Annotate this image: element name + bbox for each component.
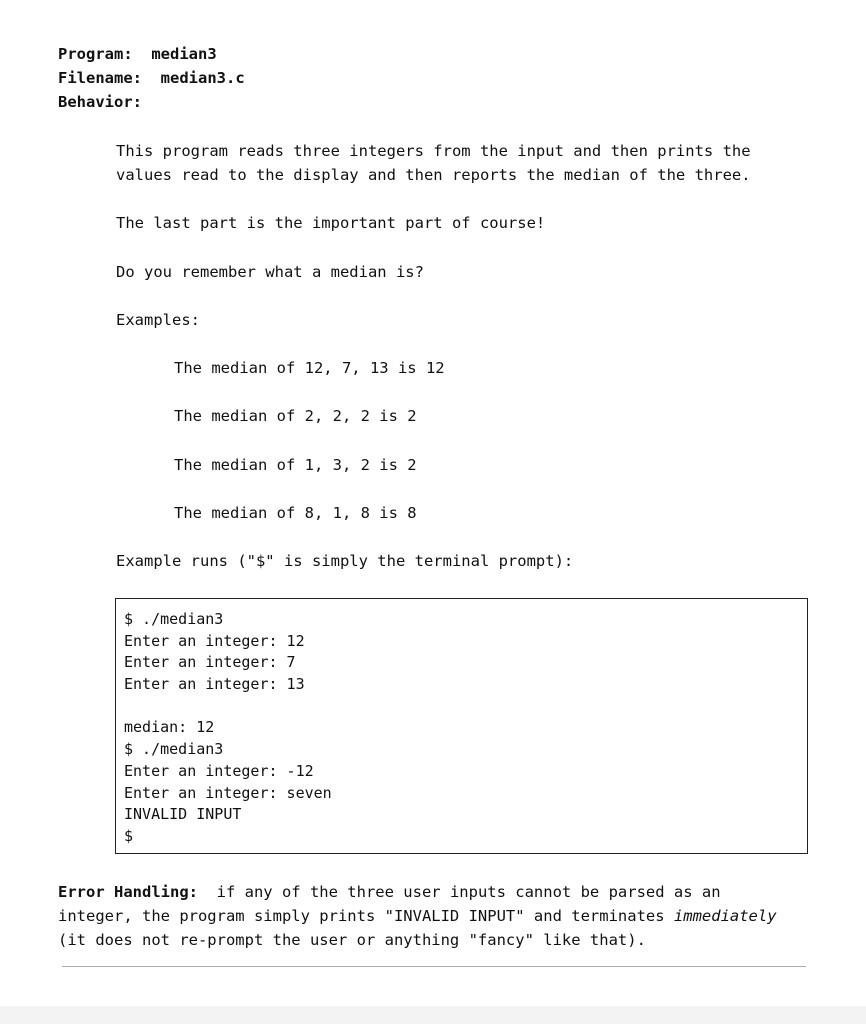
example-runs-label: Example runs ("$" is simply the terminal prompt): <box>116 552 574 570</box>
example-item: The median of 2, 2, 2 is 2 <box>174 407 417 425</box>
important-note: The last part is the important part of course! <box>116 214 546 232</box>
example-item: The median of 1, 3, 2 is 2 <box>174 456 417 474</box>
terminal-line: Enter an integer: 12 <box>124 631 305 650</box>
example-item: The median of 8, 1, 8 is 8 <box>174 504 417 522</box>
terminal-line <box>124 696 807 718</box>
description-line-1: This program reads three integers from the input and then prints the <box>116 142 751 160</box>
terminal-line: $ <box>124 826 134 845</box>
terminal-line: $ ./median3 <box>124 610 224 628</box>
immediately-emphasis: immediately <box>673 907 777 925</box>
behavior-label: Behavior: <box>58 93 142 111</box>
error-handling-text-1: if any of the three user inputs cannot be parsed as an <box>197 883 721 901</box>
section-divider <box>62 966 806 967</box>
error-handling-line-2 <box>58 904 818 928</box>
terminal-output-box <box>115 598 808 854</box>
filename-label: Filename: <box>58 69 142 87</box>
program-label: Program: <box>58 45 133 63</box>
example-item: The median of 12, 7, 13 is 12 <box>174 359 445 377</box>
terminal-line: INVALID INPUT <box>124 805 242 824</box>
error-handling-label: Error Handling: <box>58 883 198 901</box>
median-question: Do you remember what a median is? <box>116 263 424 281</box>
terminal-line: Enter an integer: seven <box>124 783 332 802</box>
terminal-line: median: 12 <box>124 718 215 737</box>
terminal-line: Enter an integer: -12 <box>124 761 314 780</box>
page-bottom-edge <box>0 1006 866 1024</box>
terminal-line: $ ./median3 <box>124 740 224 759</box>
filename-value: median3.c <box>160 69 245 87</box>
terminal-line: Enter an integer: 13 <box>124 675 305 694</box>
error-handling-line-1 <box>58 880 818 904</box>
error-handling-section <box>58 880 818 952</box>
error-handling-text-2: integer, the program simply prints "INVALID INPUT" and terminates <box>58 907 674 925</box>
terminal-line: Enter an integer: 7 <box>124 653 296 672</box>
examples-label: Examples: <box>116 311 200 329</box>
program-value: median3 <box>151 45 217 63</box>
filename-line <box>58 66 245 90</box>
description-line-2: values read to the display and then reports the median of the three. <box>116 166 751 184</box>
error-handling-line-3: (it does not re-prompt the user or anything "fancy" like that). <box>58 931 646 949</box>
program-line <box>58 42 217 66</box>
